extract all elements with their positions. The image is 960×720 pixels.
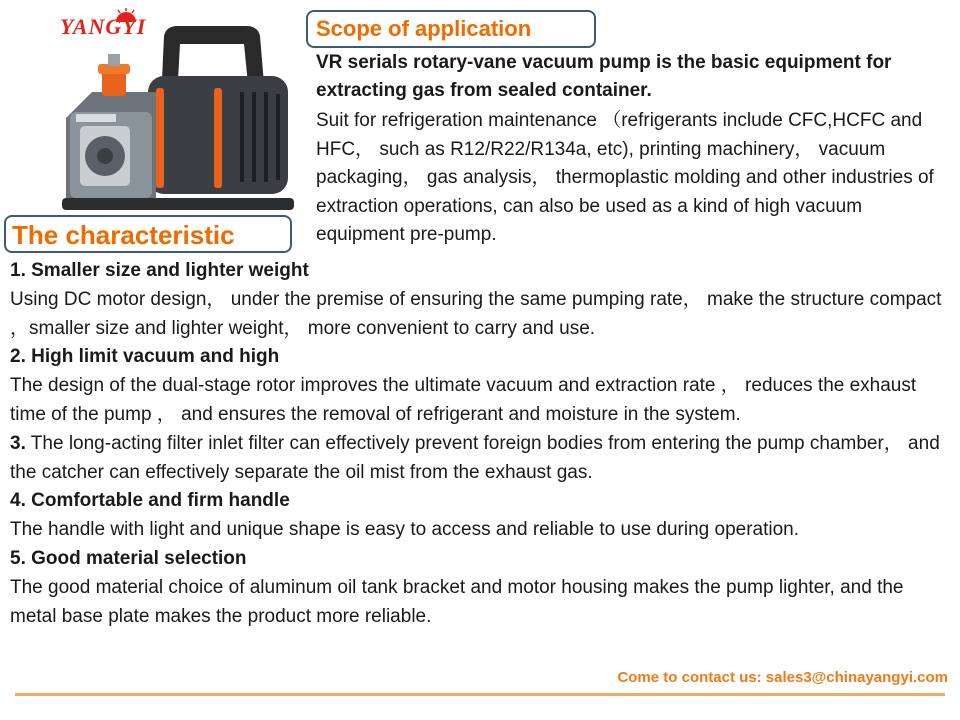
characteristic-item-3 (10, 430, 955, 488)
item-heading: 4. Comfortable and firm handle (10, 490, 290, 512)
item-heading: 1. Smaller size and lighter weight (10, 260, 309, 281)
scope-body-text: Suit for refrigeration maintenance （refrigerants include CFC,HCFC and HFC， such as R12/R22/R134a, etc), printing machinery， vacuum packaging， gas analysis， thermoplastic molding and other industries of extraction operations, can also be used as a kind of high vacuum equipment pre-pump. (316, 110, 934, 245)
item-heading: 2. High limit vacuum and high (10, 346, 280, 368)
characteristic-item-5 (10, 545, 955, 631)
item-heading: 3. (10, 432, 26, 454)
scope-lead-text: VR serials rotary-vane vacuum pump is the basic equipment for extracting gas from sealed container. (316, 52, 892, 101)
contact-footer: Come to contact us: sales3@chinayangyi.com (617, 669, 948, 686)
characteristic-item-4 (10, 487, 955, 545)
characteristic-item-2 (10, 343, 955, 429)
item-text: The design of the dual-stage rotor improves the ultimate vacuum and extraction rate ， reduces the exhaust time of the pump ， and ensures the removal of refrigerant and moisture in the system. (10, 375, 917, 425)
item-text: The long-acting filter inlet filter can effectively prevent foreign bodies from entering the pump chamber， and the catcher can effectively separate the oil mist from the exhaust gas. (10, 432, 940, 483)
characteristic-list (10, 257, 955, 631)
vacuum-pump-image (52, 22, 300, 218)
logo-text: YANGYI (60, 14, 147, 39)
item-text: The handle with light and unique shape is easy to access and reliable to use during operation. (10, 519, 800, 541)
footer-divider (15, 693, 945, 696)
scope-title: Scope of application (306, 10, 596, 48)
characteristic-title: The characteristic (4, 215, 292, 253)
characteristic-item-1 (10, 257, 955, 343)
item-text: The good material choice of aluminum oil tank bracket and motor housing makes the pump lighter, and the metal base plate makes the product more reliable. (10, 576, 904, 627)
item-heading: 5. Good material selection (10, 547, 247, 569)
item-text: Using DC motor design， under the premise of ensuring the same pumping rate， make the structure compact ，smaller size and lighter weight， more convenient to carry and use. (10, 288, 942, 339)
